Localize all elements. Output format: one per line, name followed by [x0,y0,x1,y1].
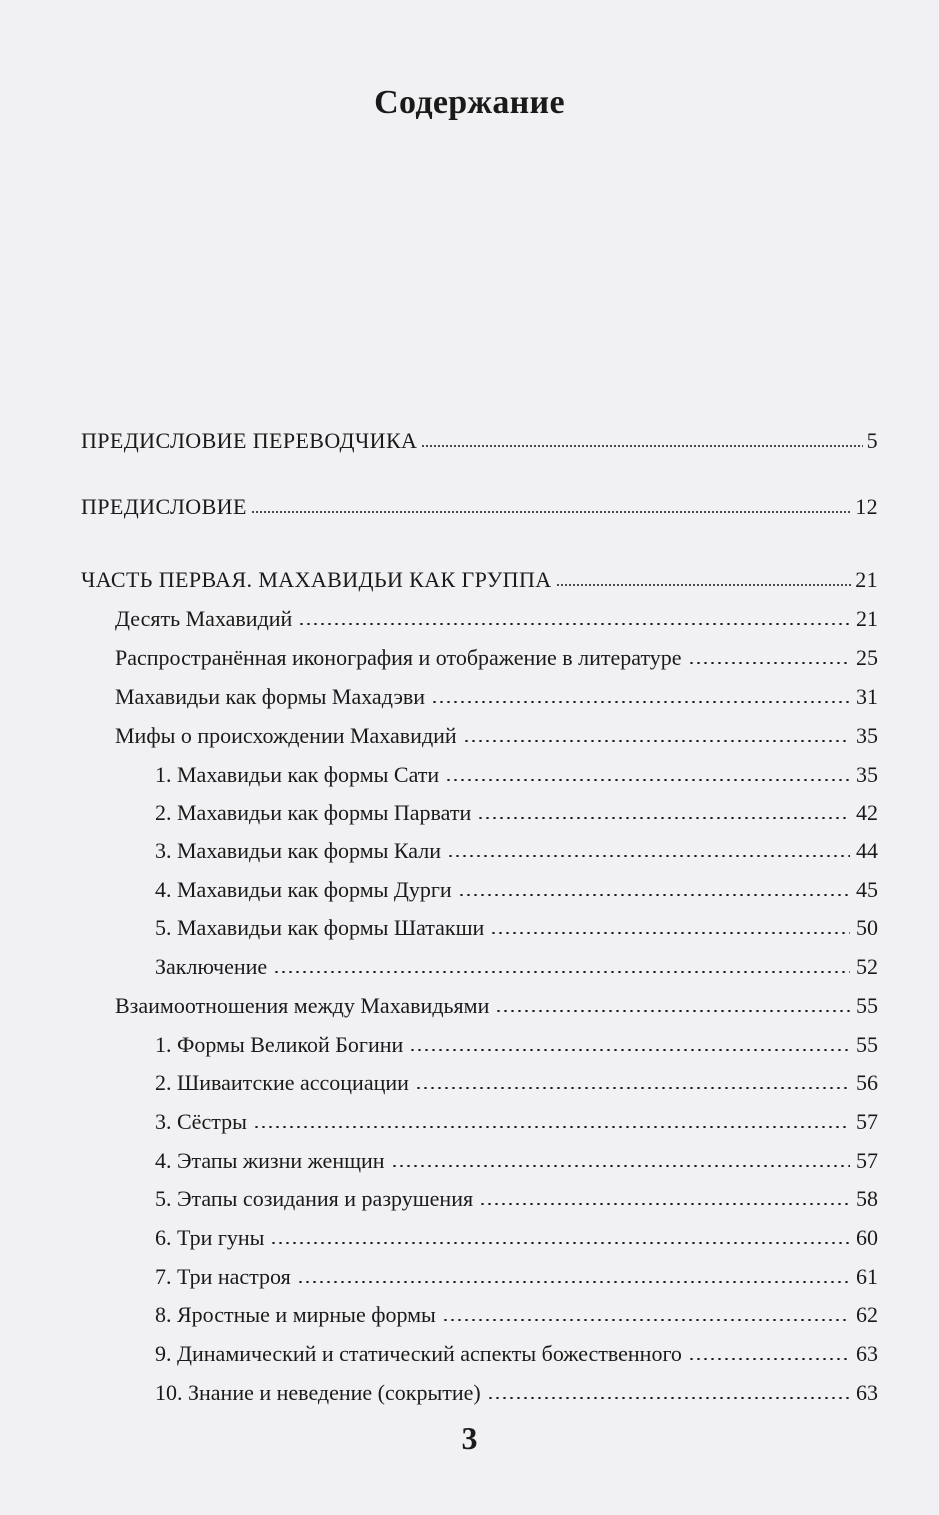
toc-entry-page: 57 [856,1148,878,1173]
toc-entry [155,1256,878,1290]
toc-entry-page: 45 [856,877,878,902]
dot-leader [251,511,851,513]
toc-entry-title: Распространённая иконография и отображение в литературе [115,645,682,670]
dot-leader [487,1397,850,1399]
dot-leader [463,740,850,742]
toc-entry-page: 42 [856,800,878,825]
dot-leader [298,623,850,625]
toc-entry-page: 56 [856,1070,878,1095]
dot-leader [421,445,862,447]
toc-entry [155,830,878,864]
dot-leader [447,855,850,857]
dot-leader [556,584,852,586]
dot-leader [442,1319,850,1321]
toc-entry-title: 6. Три гуны [155,1225,265,1250]
toc-entry-title: 3. Сёстры [155,1109,247,1134]
toc-entry [115,676,878,710]
toc-entry [155,1101,878,1135]
toc-entry [155,1062,878,1096]
toc-entry-title: 9. Динамический и статический аспекты божественного [155,1341,682,1366]
toc-entry-title: ПРЕДИСЛОВИЕ ПЕРЕВОДЧИКА [81,428,418,453]
toc-entry-page: 58 [856,1186,878,1211]
dot-leader [415,1087,850,1089]
toc-entry-title: Десять Махавидий [115,606,293,631]
dot-leader [273,971,850,973]
toc-entry [115,985,878,1019]
toc-entry-title: 2. Шиваитские ассоциации [155,1070,409,1095]
toc-entry-page: 55 [856,1032,878,1057]
toc-entry-page: 25 [856,645,878,670]
toc-entry-page: 5 [866,428,878,453]
toc-entry-title: Взаимоотношения между Махавидьями [115,993,490,1018]
toc-entry-page: 55 [856,993,878,1018]
toc-entry-title: 4. Этапы жизни женщин [155,1148,385,1173]
toc-entry [155,1372,878,1406]
toc-entry-title: ПРЕДИСЛОВИЕ [81,494,247,519]
dot-leader [688,662,850,664]
toc-entry-page: 61 [856,1264,878,1289]
toc-entry-title: 7. Три настроя [155,1264,291,1289]
toc-entry-title: 8. Яростные и мирные формы [155,1302,436,1327]
toc-entry [115,598,878,632]
toc-entry-title: 5. Махавидьи как формы Шатакши [155,915,485,940]
dot-leader [270,1242,850,1244]
dot-leader [409,1049,850,1051]
toc-entry-title: 3. Махавидьи как формы Кали [155,838,441,863]
dot-leader [431,701,850,703]
toc-entry [115,715,878,749]
toc-entry [155,754,878,788]
toc-entry-page: 35 [856,723,878,748]
dot-leader [297,1281,850,1283]
toc-entry-page: 57 [856,1109,878,1134]
dot-leader [253,1126,850,1128]
toc-entry [155,907,878,941]
toc-entry [155,1294,878,1328]
toc-entry [155,1217,878,1251]
toc-entry-title: Заключение [155,954,268,979]
toc-entry-page: 50 [856,915,878,940]
dot-leader [479,1203,850,1205]
toc-entry [155,1333,878,1367]
toc-entry [81,420,878,454]
dot-leader [490,932,850,934]
dot-leader [458,894,850,896]
toc-entry [115,637,878,671]
dot-leader [495,1010,850,1012]
dot-leader [477,817,850,819]
toc-entry-title: 2. Махавидьи как формы Парвати [155,800,472,825]
toc-entry-page: 63 [856,1380,878,1405]
toc-entry-page: 35 [856,762,878,787]
toc-entry-page: 21 [855,567,878,592]
toc-entry [155,869,878,903]
toc-entry [81,486,878,520]
toc-entry-page: 31 [856,684,878,709]
toc-entry [81,559,878,593]
toc-entry-title: 1. Формы Великой Богини [155,1032,404,1057]
toc-entry-page: 44 [856,838,878,863]
toc-entry-page: 60 [856,1225,878,1250]
toc-entry-page: 12 [855,494,878,519]
dot-leader [445,779,850,781]
toc-entry [155,1140,878,1174]
toc-entry-title: 10. Знание и неведение (сокрытие) [155,1380,481,1405]
toc-entry-title: ЧАСТЬ ПЕРВАЯ. МАХАВИДЬИ КАК ГРУППА [81,567,552,592]
toc-entry-title: 5. Этапы созидания и разрушения [155,1186,474,1211]
toc-entry-page: 52 [856,954,878,979]
toc-entry-title: 1. Махавидьи как формы Сати [155,762,440,787]
page-title: Содержание [374,84,565,121]
toc-entry [155,792,878,826]
dot-leader [688,1358,850,1360]
toc-entry [155,1024,878,1058]
toc-entry [155,946,878,980]
toc-entry-title: 4. Махавидьи как формы Дурги [155,877,452,902]
toc-entry-title: Махавидьи как формы Махадэви [115,684,426,709]
toc-entry-page: 63 [856,1341,878,1366]
toc-entry-page: 21 [856,606,878,631]
toc-entry [155,1178,878,1212]
toc-entry-page: 62 [856,1302,878,1327]
toc-entry-title: Мифы о происхождении Махавидий [115,723,457,748]
dot-leader [391,1165,850,1167]
page-number: 3 [461,1420,478,1456]
